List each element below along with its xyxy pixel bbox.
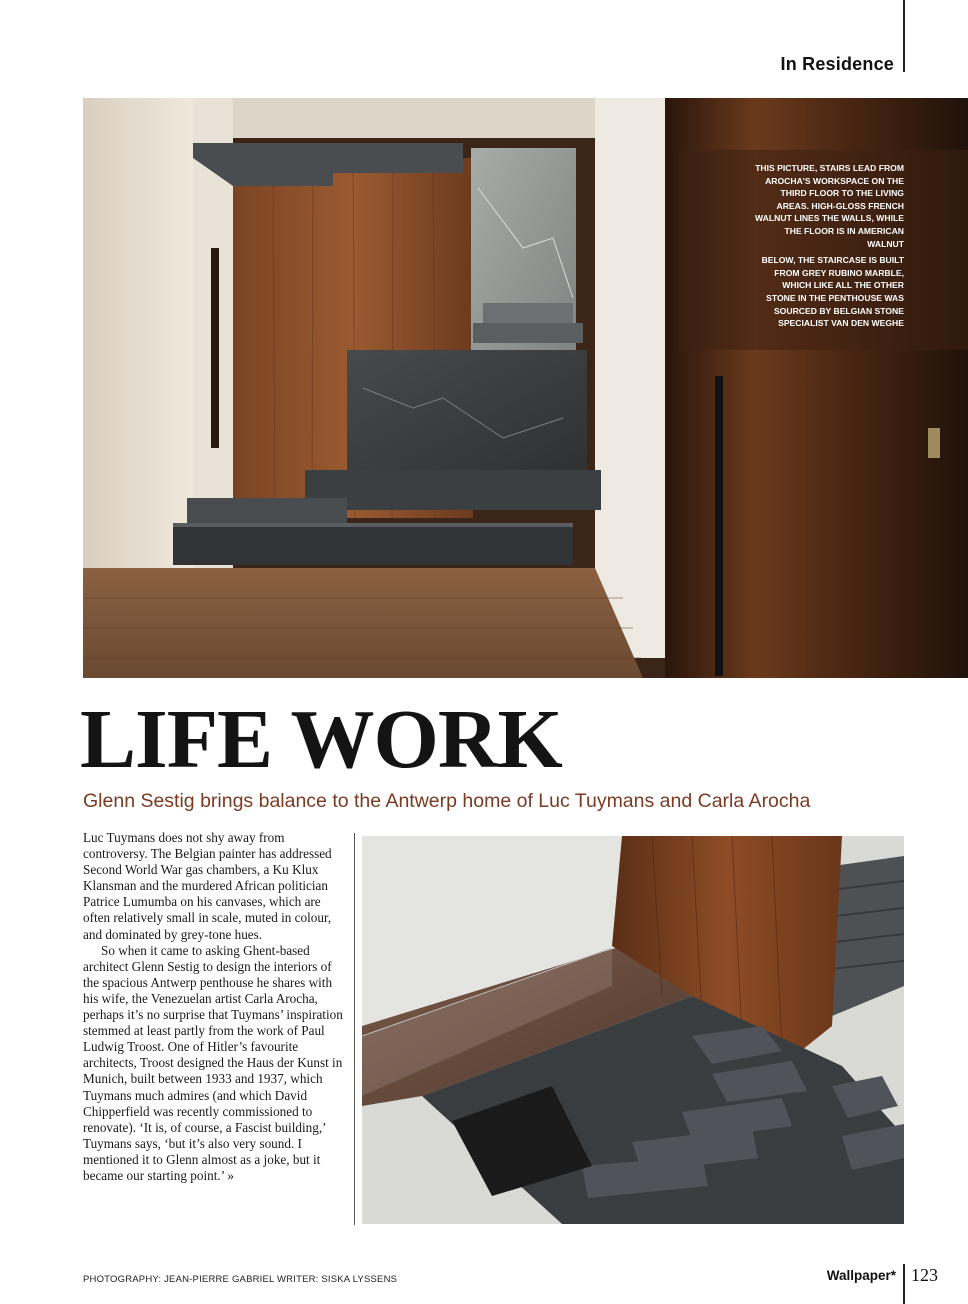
- caption-paragraph-1: THIS PICTURE, STAIRS LEAD FROM AROCHA'S WORKSPACE ON THE THIRD FLOOR TO THE LIVING AREAS. HIGH-GLOSS FRENCH WALNUT LINES THE WALLS, WHILE THE FLOOR IS IN AMERICAN WALNUT: [755, 163, 904, 249]
- magazine-brand: Wallpaper*: [826, 1268, 896, 1283]
- hero-photo: [83, 98, 968, 678]
- page-number: 123: [911, 1265, 938, 1285]
- caption-paragraph-2: BELOW, THE STAIRCASE IS BUILT FROM GREY RUBINO MARBLE, WHICH LIKE ALL THE OTHER STONE IN THE PENTHOUSE WAS SOURCED BY BELGIAN STONE SPECIALIST VAN DEN WEGHE: [761, 255, 904, 329]
- photo-caption: [754, 162, 904, 334]
- photo-writer-credits: PHOTOGRAPHY: JEAN-PIERRE GABRIEL WRITER: SISKA LYSSENS: [83, 1274, 398, 1285]
- staircase-photo-illustration: [362, 836, 904, 1224]
- footer-rule: [903, 1264, 905, 1304]
- body-paragraph-2: So when it came to asking Ghent-based architect Glenn Sestig to design the interiors of the spacious Antwerp penthouse he shares with his wife, the Venezuelan artist Carla Arocha, perhaps it’s no surprise that Tuymans’ inspiration stemmed at least partly from the work of Paul Ludwig Troost. One of Hitler’s favourite architects, Troost designed the Haus der Kunst in Munich, built between 1933 and 1937, which Tuymans much admires (and which David Chipperfield was recently commissioned to renovate). ‘It is, of course, a Fascist building,’ Tuymans says, ‘but it’s also very sound. I mentioned it to Glenn almost as a joke, but it became our starting point.’ »: [83, 942, 343, 1183]
- body-copy: [83, 830, 343, 1184]
- body-paragraph-1: Luc Tuymans does not shy away from controversy. The Belgian painter has addressed Second World War gas chambers, a Ku Klux Klansman and the murdered African politician Patrice Lumumba on his canvases, which are often relatively small in scale, muted in colour, and dominated by grey-tone hues.: [83, 830, 332, 942]
- column-rule: [354, 833, 355, 1225]
- header-rule: [903, 0, 905, 72]
- staircase-photo: [362, 836, 904, 1224]
- standfirst: Glenn Sestig brings balance to the Antwerp home of Luc Tuymans and Carla Arocha: [83, 790, 811, 812]
- headline: LIFE WORK: [80, 693, 562, 786]
- section-label: In Residence: [780, 54, 894, 74]
